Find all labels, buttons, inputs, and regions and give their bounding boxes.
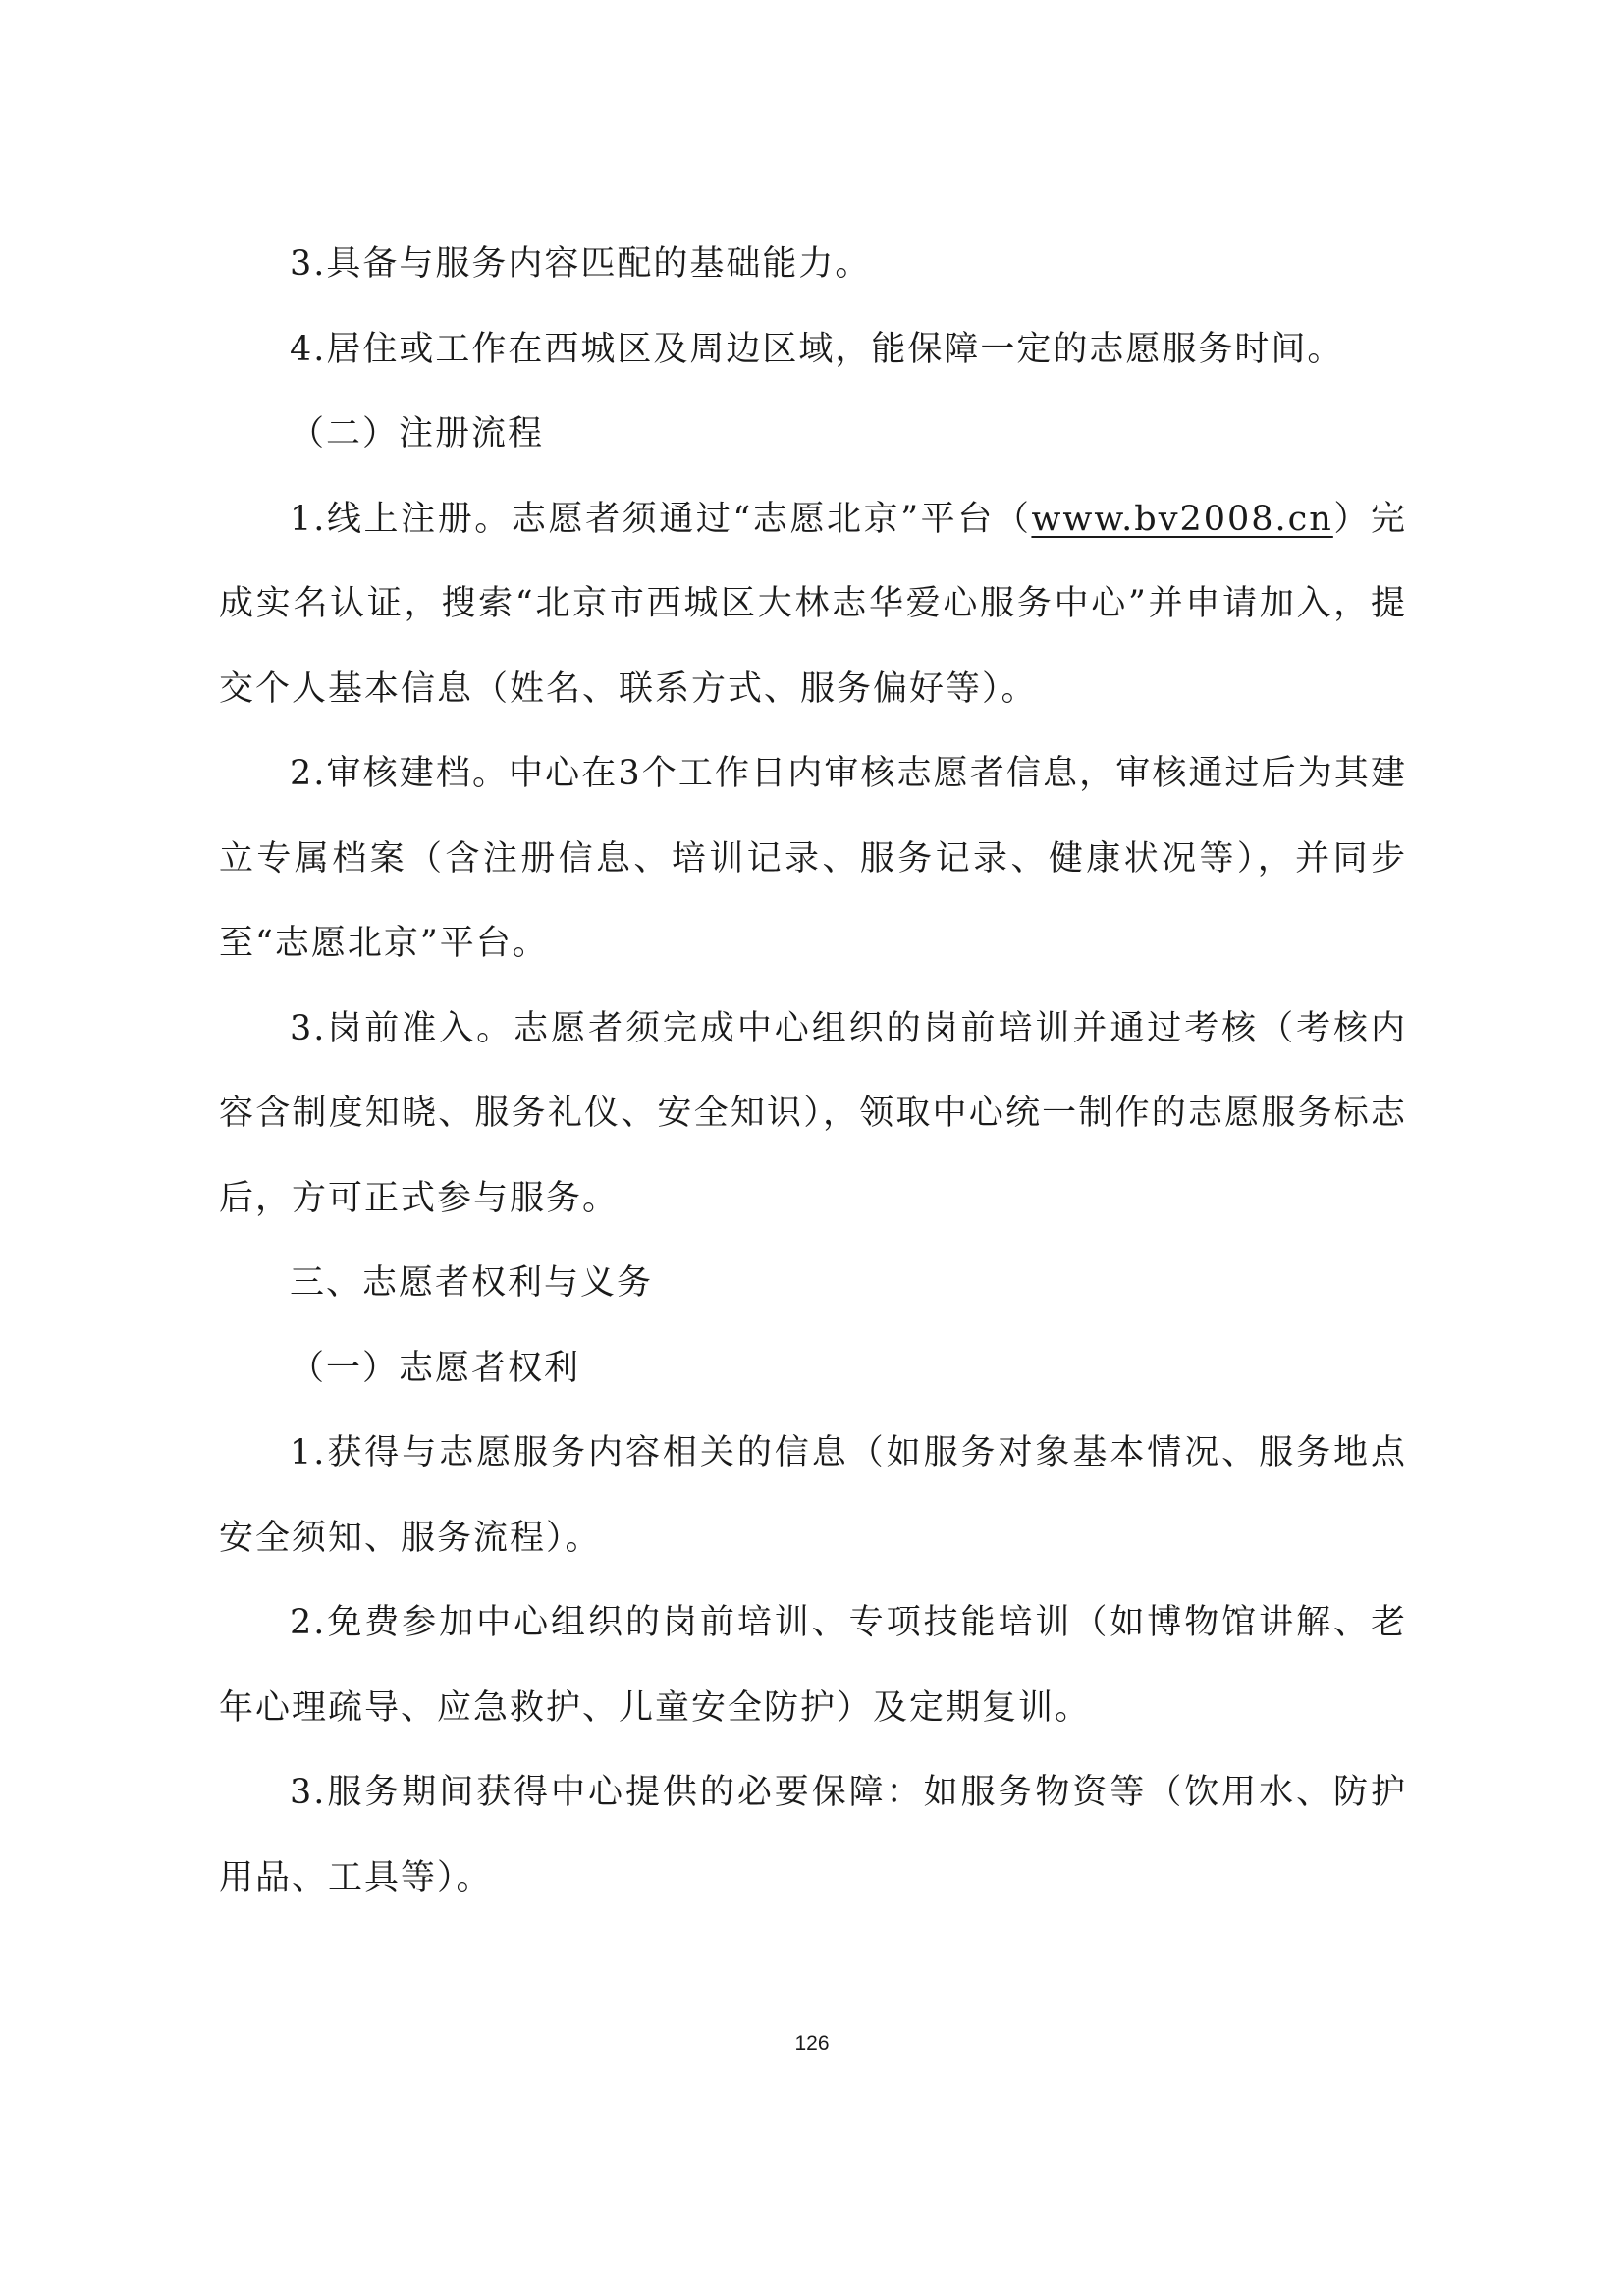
paragraph-right-training: 2.免费参加中心组织的岗前培训、专项技能培训（如博物馆讲解、老年心理疏导、应急救护、儿童安全防护）及定期复训。 xyxy=(219,1603,1407,1728)
section-heading-rights: （一）志愿者权利 xyxy=(290,1348,581,1388)
page-number: 126 xyxy=(794,2032,830,2055)
chapter-heading-rights-duties: 三、志愿者权利与义务 xyxy=(290,1263,654,1303)
online-registration-text-after: ）完成实名认证，搜索“北京市西城区大林志华爱心服务中心”并申请加入，提交个人基本信息（姓名、联系方式、服务偏好等）。 xyxy=(219,499,1407,709)
paragraph-requirement-4: 4.居住或工作在西城区及周边区域，能保障一定的志愿服务时间。 xyxy=(290,329,1344,369)
paragraph-right-information: 1.获得与志愿服务内容相关的信息（如服务对象基本情况、服务地点安全须知、服务流程）。 xyxy=(219,1433,1407,1558)
section-heading-registration: （二）注册流程 xyxy=(290,414,545,454)
online-registration-text-before: 1.线上注册。志愿者须通过“志愿北京”平台（ xyxy=(290,499,1032,539)
paragraph-review-archive: 2.审核建档。中心在3个工作日内审核志愿者信息，审核通过后为其建立专属档案（含注册信息、培训记录、服务记录、健康状况等），并同步至“志愿北京”平台。 xyxy=(219,754,1407,963)
paragraph-requirement-3: 3.具备与服务内容匹配的基础能力。 xyxy=(290,244,872,284)
document-body xyxy=(219,222,1407,1920)
paragraph-online-registration xyxy=(219,477,1407,732)
paragraph-pre-job-admission: 3.岗前准入。志愿者须完成中心组织的岗前培训并通过考核（考核内容含制度知晓、服务礼仪、安全知识），领取中心统一制作的志愿服务标志后，方可正式参与服务。 xyxy=(219,1008,1407,1218)
paragraph-right-support: 3.服务期间获得中心提供的必要保障：如服务物资等（饮用水、防护用品、工具等）。 xyxy=(219,1773,1407,1897)
bv2008-link[interactable]: www.bv2008.cn xyxy=(1031,499,1333,539)
